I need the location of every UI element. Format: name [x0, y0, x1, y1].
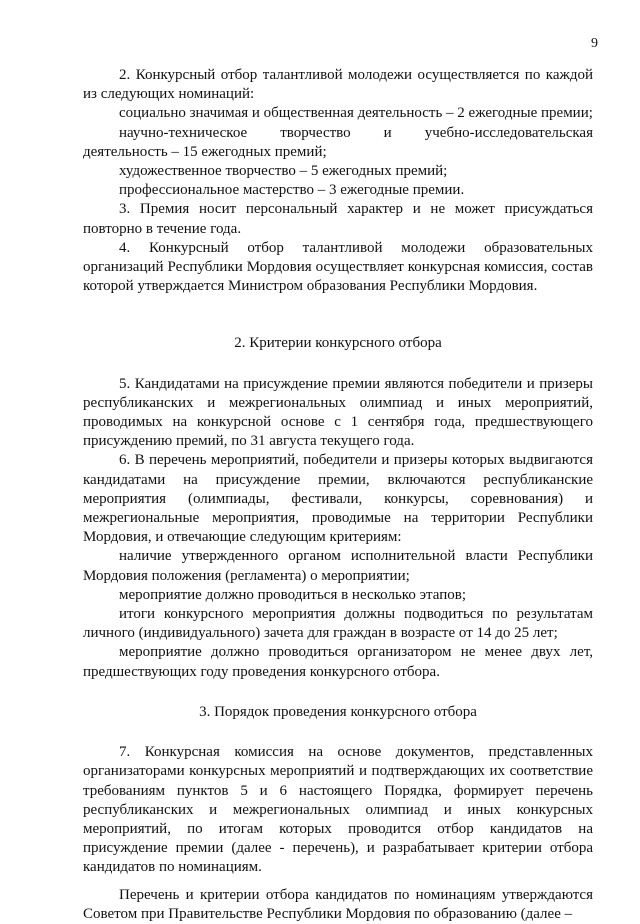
paragraph: 2. Конкурсный отбор талантливой молодежи осуществляется по каждой из следующих номинаций: [83, 67, 593, 103]
section-heading: 2. Критерии конкурсного отбора [234, 335, 442, 352]
paragraph: 6. В перечень мероприятий, победители и призеры которых выдвигаются кандидатами на присуждение премии, включаются республиканские мероприятия (олимпиады, фестивали, конкурсы, соревнования) и межрегиональные мероприятия, проводимые на территории Республики Мордовия, и отвечающие следующим критериям: [83, 452, 593, 546]
paragraph: 5. Кандидатами на присуждение премии являются победители и призеры республиканских и межрегиональных олимпиад и иных мероприятий, проводимых на конкурсной основе с 1 сентября года, предшествующего присуждению премий, по 31 августа текущего года. [83, 375, 593, 450]
document-body [83, 66, 593, 924]
paragraph: профессиональное мастерство – 3 ежегодные премии. [119, 182, 465, 199]
paragraph: мероприятие должно проводиться в несколько этапов; [119, 586, 466, 603]
paragraph: наличие утвержденного органом исполнительной власти Республики Мордовия положения (регламента) о мероприятии; [83, 548, 593, 584]
paragraph: 3. Премия носит персональный характер и не может присуждаться повторно в течение года. [83, 201, 593, 237]
section-heading: 3. Порядок проведения конкурсного отбора [199, 703, 477, 720]
paragraph: 7. Конкурсная комиссия на основе документов, представленных организаторами конкурсных мероприятий и подтверждающих их соответствие требованиям пунктов 5 и 6 настоящего Порядка, формирует перечень республиканских и межрегиональных олимпиад и иных конкурсных мероприятий, по итогам которых проводится отбор кандидатов на присуждение премии (далее - перечень), и разрабатывает критерии отбора кандидатов по номинациям. [83, 744, 593, 876]
paragraph: социально значимая и общественная деятельность – 2 ежегодные премии; [119, 105, 593, 122]
paragraph: Перечень и критерии отбора кандидатов по номинациям утверждаются Советом при Правительстве Республики Мордовия по образованию (далее – [83, 886, 593, 922]
paragraph: 4. Конкурсный отбор талантливой молодежи образовательных организаций Республики Мордовия осуществляет конкурсная комиссия, состав которой утверждается Министром образования Республики Мордовия. [83, 239, 593, 295]
paragraph: научно-техническое творчество и учебно-исследовательская деятельность – 15 ежегодных премий; [83, 124, 593, 160]
paragraph: мероприятие должно проводиться организатором не менее двух лет, предшествующих году проведения конкурсного отбора. [83, 644, 593, 680]
page-number: 9 [591, 36, 598, 51]
paragraph: художественное творчество – 5 ежегодных премий; [119, 163, 448, 180]
paragraph: итоги конкурсного мероприятия должны подводиться по результатам личного (индивидуального) зачета для граждан в возрасте от 14 до 25 лет; [83, 606, 593, 642]
